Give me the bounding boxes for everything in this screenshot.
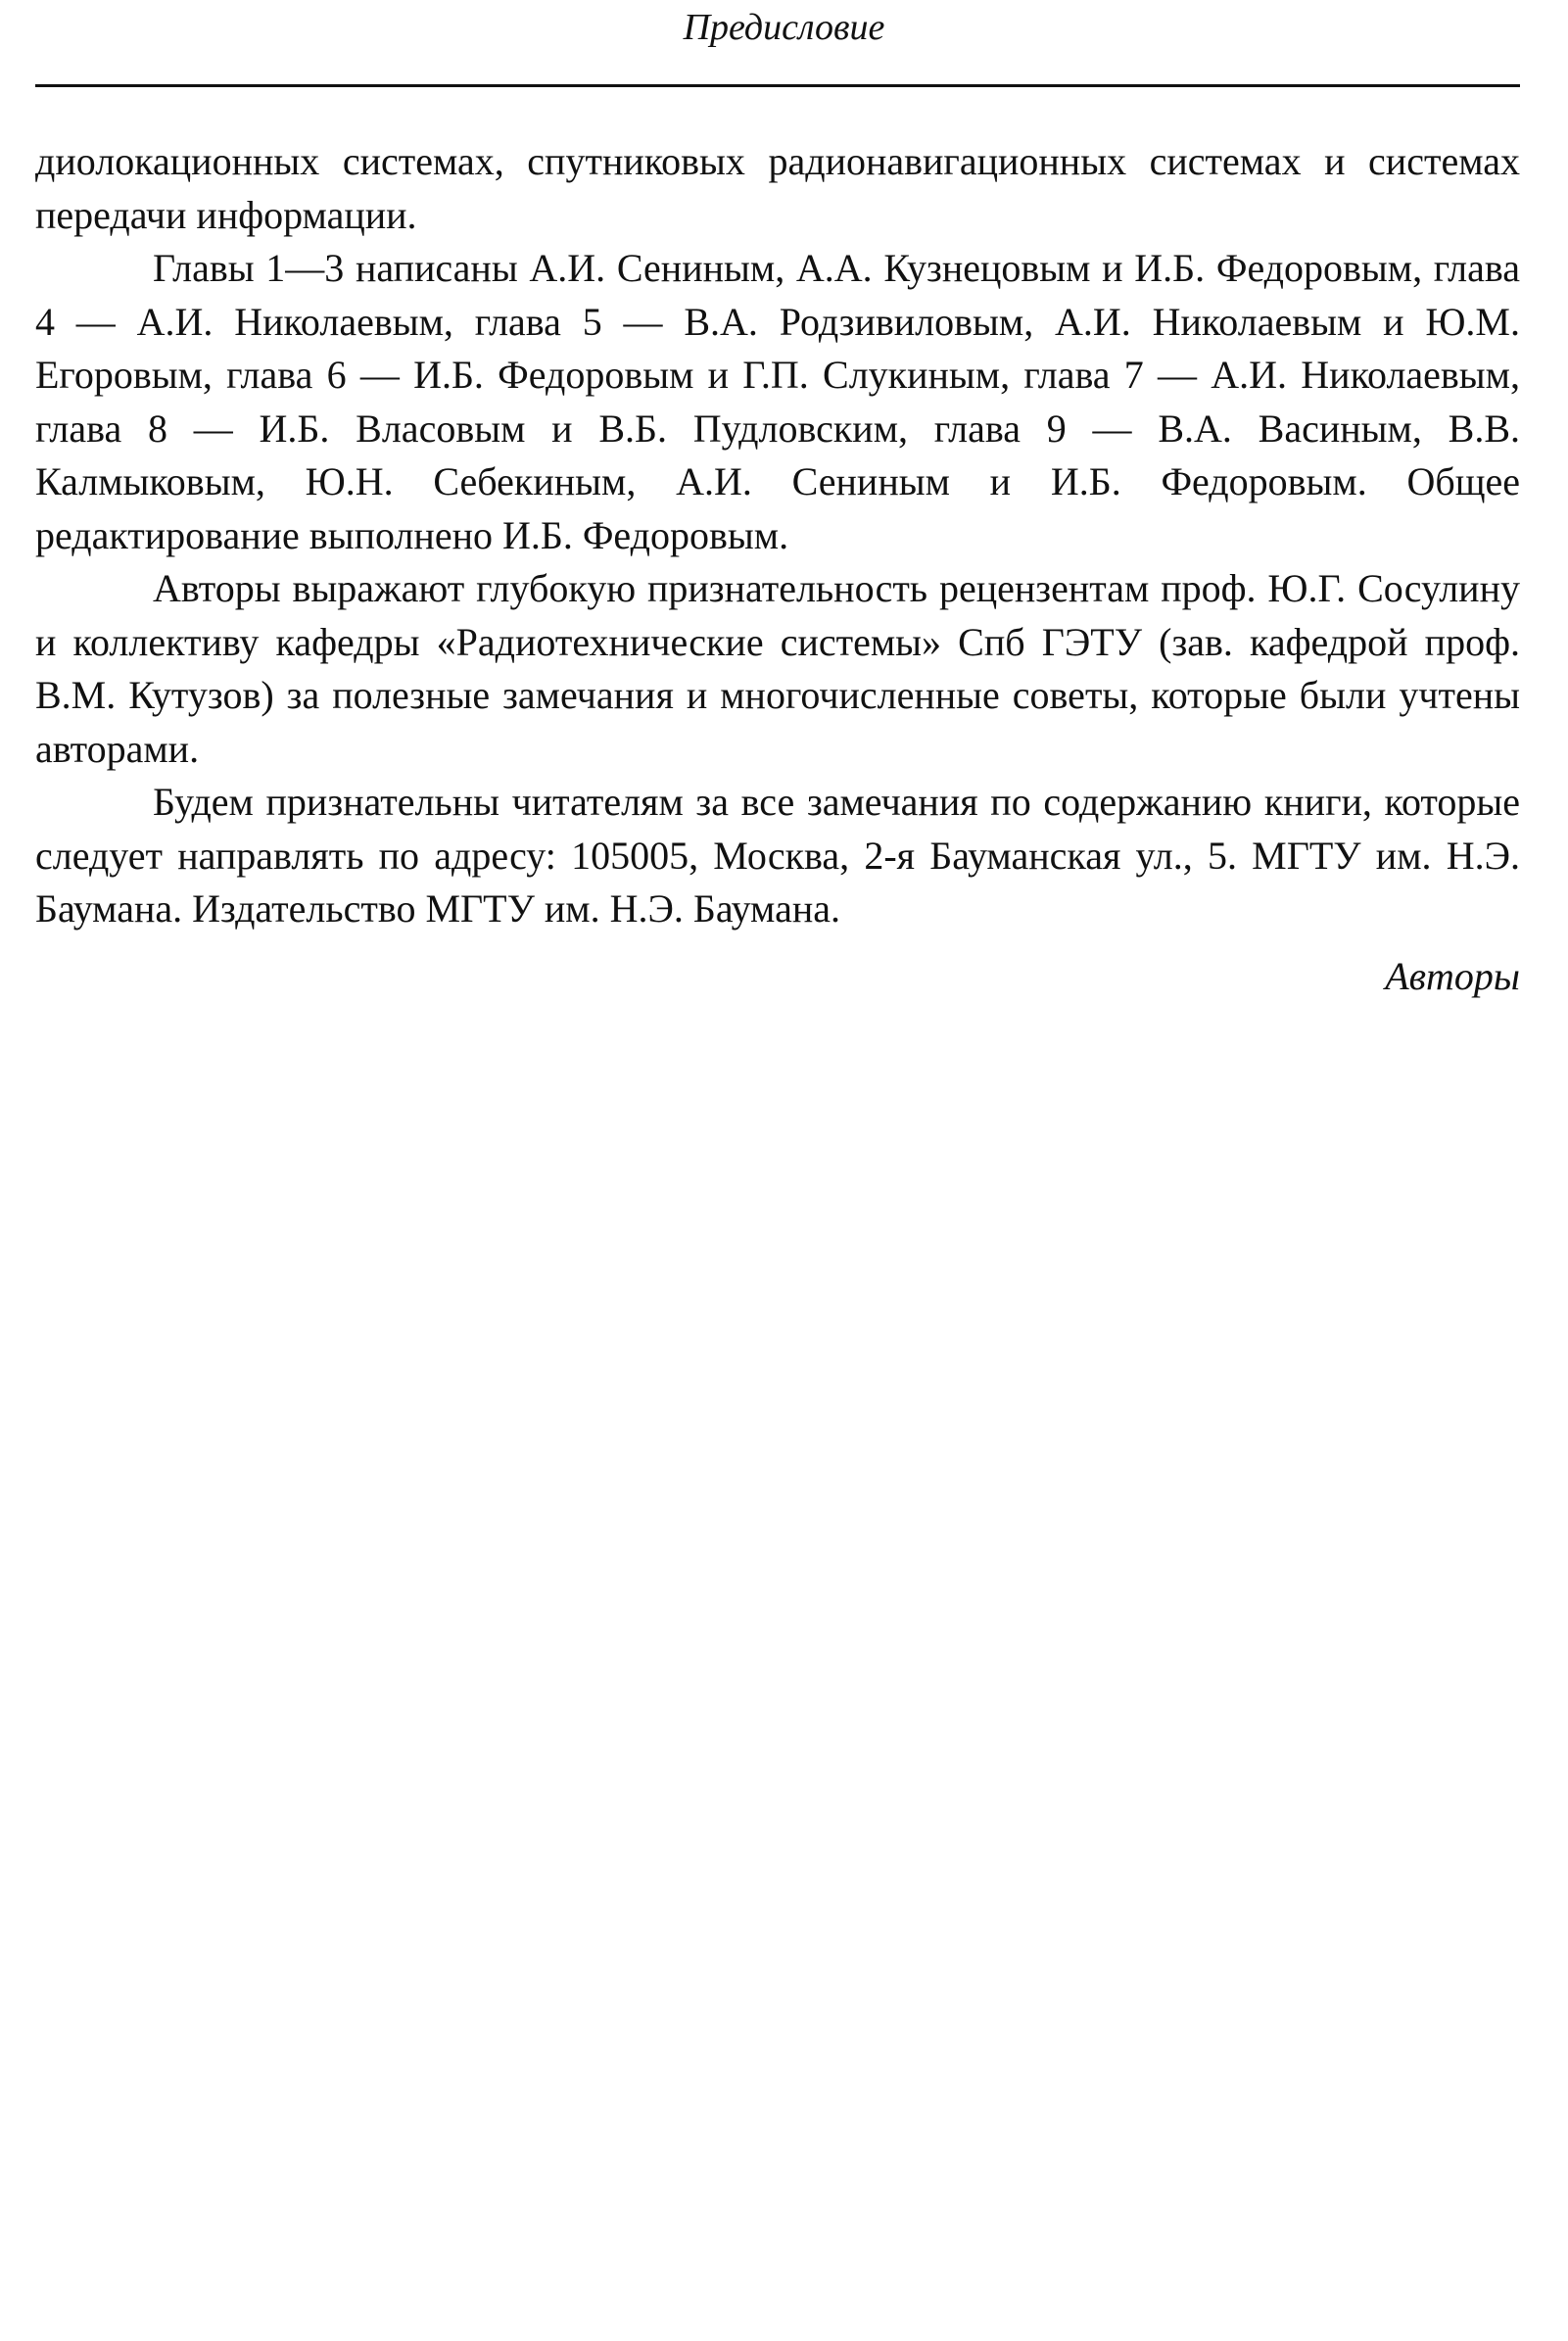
page-body: [35, 135, 1520, 1003]
header-divider: [35, 84, 1520, 87]
paragraph-chapter-authors: Главы 1—3 написаны А.И. Сениным, А.А. Кузнецовым и И.Б. Федоровым, глава 4 — А.И. Николаевым, глава 5 — В.А. Родзивиловым, А.И. Николаевым и Ю.М. Егоровым, глава 6 — И.Б. Федоровым и Г.П. Слукиным, глава 7 — А.И. Николаевым, глава 8 — И.Б. Власовым и В.Б. Пудловским, глава 9 — В.А. Васиным, В.В. Калмыковым, Ю.Н. Себекиным, А.И. Сениным и И.Б. Федоровым. Общее редактирование выполнено И.Б. Федоровым.: [35, 246, 1520, 557]
paragraph-feedback-address: Будем признательны читателям за все замечания по содержанию книги, которые следует направлять по адресу: 105005, Москва, 2-я Бауманская ул., 5. МГТУ им. Н.Э. Баумана. Издательство МГТУ им. Н.Э. Баумана.: [35, 780, 1520, 931]
running-header-title: Предисловие: [683, 7, 885, 48]
running-header: [0, 0, 1568, 59]
paragraph-acknowledgements: Авторы выражают глубокую признательность рецензентам проф. Ю.Г. Сосулину и коллективу кафедры «Радиотехнические системы» Спб ГЭТУ (зав. кафедрой проф. В.М. Кутузов) за полезные замечания и многочисленные советы, которые были учтены авторами.: [35, 566, 1520, 771]
authors-signature: Авторы: [1385, 953, 1520, 998]
paragraph-continuation: диолокационных системах, спутниковых радионавигационных системах и системах передачи информации.: [35, 139, 1520, 237]
